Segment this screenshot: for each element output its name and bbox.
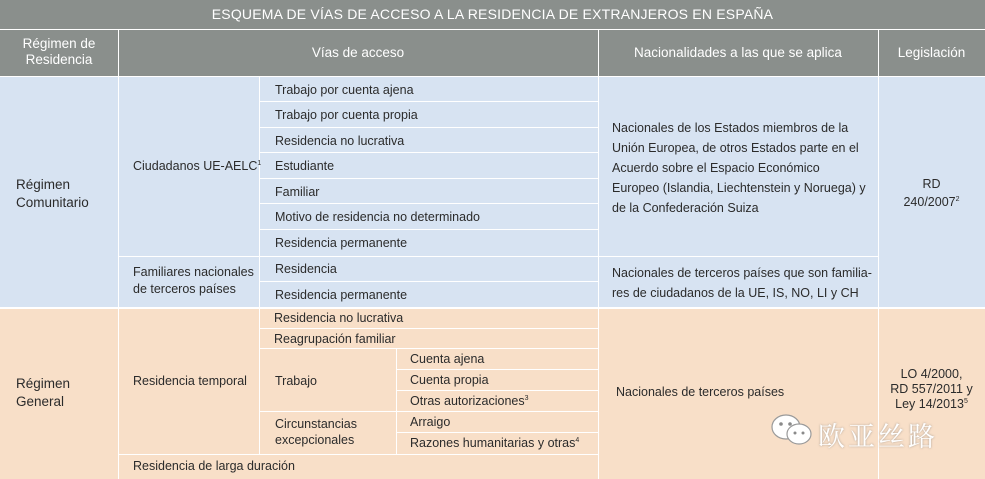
list-item: Estudiante — [275, 159, 335, 173]
residencia-larga-duracion: Residencia de larga duración — [133, 459, 295, 473]
list-item: Residencia permanente — [275, 288, 408, 302]
watermark — [770, 410, 970, 453]
list-item: Residencia permanente — [275, 236, 408, 250]
list-item: Cuenta ajena — [410, 352, 485, 366]
circunstancias-excepcionales: Circunstancias excepcionales — [275, 417, 357, 447]
residencia-temporal: Residencia temporal — [133, 374, 247, 388]
list-item: Reagrupación familiar — [274, 332, 396, 346]
list-item: Residencia no lucrativa — [275, 134, 405, 148]
list-item: Razones humanitarias y otras$^4$ — [410, 436, 580, 450]
general-nacionalidades: Nacionales de terceros países — [616, 385, 785, 399]
header-vias: Vías de acceso — [311, 45, 405, 60]
familiares-terceros-paises: Familiares nacionales de terceros países — [133, 265, 254, 296]
list-item: Residencia no lucrativa — [274, 311, 404, 325]
wechat-icon — [770, 412, 814, 448]
legislacion-comunitario: RD 240/2007$^2$ — [903, 177, 960, 209]
list-item: Otras autorizaciones$^3$ — [410, 394, 529, 408]
header-legislacion: Legislación — [897, 45, 966, 60]
header-regimen: Régimen de Residencia — [22, 36, 96, 67]
trabajo-label: Trabajo — [275, 374, 317, 388]
familiares-nacionalidades: Nacionales de terceros países que son familia- res de ciudadanos de la UE, IS, NO, LI y CH — [612, 266, 872, 300]
watermark-text: 欧亚丝路 — [818, 422, 938, 453]
header-nacionalidades: Nacionalidades a las que se aplica — [634, 45, 842, 60]
regimen-comunitario: Régimen Comunitario — [16, 177, 89, 210]
list-item: Motivo de residencia no determinado — [275, 210, 480, 224]
list-item: Trabajo por cuenta propia — [275, 108, 418, 122]
list-item: Cuenta propia — [410, 373, 489, 387]
ciudadanos-ue-aelc: Ciudadanos UE-AELC$^1$ — [133, 159, 262, 173]
list-item: Familiar — [275, 185, 320, 199]
regimen-general: Régimen General — [16, 376, 71, 409]
list-item: Residencia — [275, 262, 337, 276]
list-item: Trabajo por cuenta ajena — [275, 83, 414, 97]
legislacion-general: LO 4/2000, RD 557/2011 y Ley 14/2013$^5$ — [890, 367, 973, 411]
table-title: ESQUEMA DE VÍAS DE ACCESO A LA RESIDENCIA DE EXTRANJEROS EN ESPAÑA — [0, 0, 985, 29]
list-item: Arraigo — [410, 415, 451, 429]
ciudadanos-nacionalidades: Nacionales de los Estados miembros de la Unión Europea, de otros Estados parte en el Acuerdo sobre el Espacio Económico Europeo (Islandia, Liechtenstein y Noruega) y de la Confederación Suiza — [612, 121, 866, 215]
